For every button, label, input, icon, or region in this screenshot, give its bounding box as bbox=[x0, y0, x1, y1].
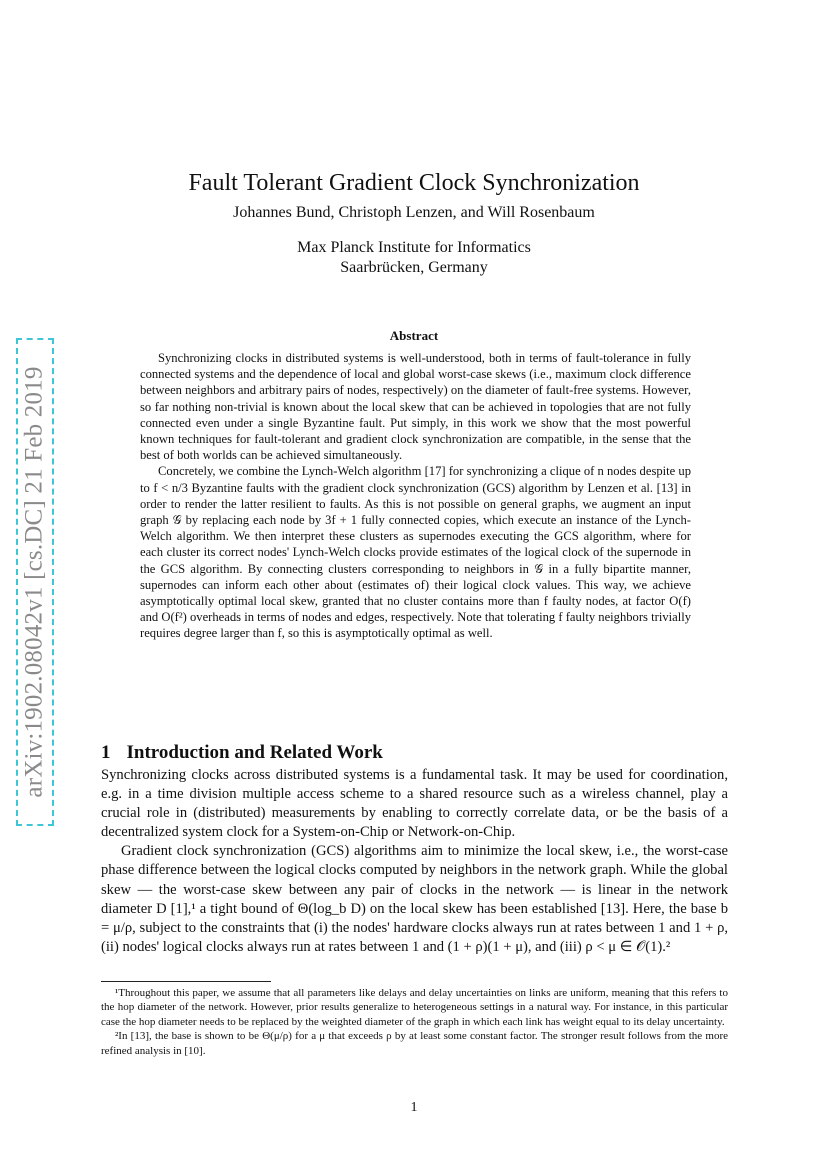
footnote: ²In [13], the base is shown to be Θ(μ/ρ) for a μ that exceeds ρ by at least some constant factor. The stronger result follows from the more refined analysis in [10]. bbox=[101, 1030, 728, 1057]
author-list: Johannes Bund, Christoph Lenzen, and Will Rosenbaum bbox=[233, 204, 595, 221]
abstract-paragraph: Concretely, we combine the Lynch-Welch algorithm [17] for synchronizing a clique of n nodes despite up to f < n/3 Byzantine faults with the gradient clock synchronization (GCS) algorithm by Lenzen et al. [13] in order to render the latter resilient to faults. As this is not possible on general graphs, we augment an input graph 𝒢 by replacing each node by 3f + 1 fully connected copies, which execute an instance of the Lynch-Welch algorithm. We then interpret these clusters as supernodes executing the GCS algorithm, where for each cluster its correct nodes' Lynch-Welch clocks provide estimates of the logical clock of the supernode in the GCS algorithm. By connecting clusters corresponding to neighbors in 𝒢 in a fully bipartite manner, supernodes can inform each other about (estimates of) their logical clock values. This way, we achieve asymptotically optimal local skew, granted that no cluster contains more than f faulty nodes, at factor O(f) and O(f²) overheads in terms of nodes and edges, respectively. Note that tolerating f faulty neighbors trivially requires degree larger than f, so this is asymptotically optimal as well. bbox=[140, 464, 691, 641]
affiliation-institute: Max Planck Institute for Informatics bbox=[297, 239, 531, 256]
section-number: 1 bbox=[101, 741, 111, 763]
body-paragraph: Gradient clock synchronization (GCS) algorithms aim to minimize the local skew, i.e., the worst-case phase difference between the logical clocks computed by neighbors in the network graph. While the global skew — the worst-case skew between any pair of clocks in the network — is linear in the network diameter D [1],¹ a tight bound of Θ(log_b D) on the local skew has been established [13]. Here, the base b = μ/ρ, subject to the constraints that (i) the nodes' hardware clocks always run at rates between 1 and 1 + ρ, (ii) nodes' logical clocks always run at rates between 1 and (1 + ρ)(1 + μ), and (iii) ρ < μ ∈ 𝒪(1).² bbox=[101, 843, 728, 955]
footnote: ¹Throughout this paper, we assume that all parameters like delays and delay uncertainties on links are uniform, meaning that this refers to the hop diameter of the network. However, prior results generalize to heterogeneous settings in a natural way. For instance, in this particular case the hop diameter needs to be replaced by the weighted diameter of the graph in which each link has weight equal to its delay uncertainty. bbox=[101, 987, 728, 1028]
footnotes bbox=[101, 986, 728, 1058]
section-body bbox=[101, 766, 728, 957]
arxiv-identifier: arXiv:1902.08042v1 [cs.DC] 21 Feb 2019 bbox=[21, 366, 49, 798]
abstract-body bbox=[140, 350, 691, 642]
affiliation-location: Saarbrücken, Germany bbox=[340, 259, 488, 276]
body-paragraph: Synchronizing clocks across distributed systems is a fundamental task. It may be used for coordination, e.g. in a time division multiple access scheme to a shared resource such as a wireless channel, play a crucial role in (distributed) measurements by enabling to correctly correlate data, or be the basis of a decentralized system clock for a System-on-Chip or Network-on-Chip. bbox=[101, 767, 728, 841]
affiliation bbox=[0, 238, 828, 278]
page-number: 1 bbox=[410, 1100, 418, 1115]
abstract-heading: Abstract bbox=[389, 328, 439, 343]
paper-title: Fault Tolerant Gradient Clock Synchronization bbox=[188, 170, 640, 197]
footnote-rule bbox=[101, 981, 271, 982]
arxiv-sidebar-stamp bbox=[16, 338, 54, 826]
section-heading bbox=[101, 742, 383, 764]
abstract-paragraph: Synchronizing clocks in distributed systems is well-understood, both in terms of fault-tolerance in fully connected systems and the dependence of local and global worst-case skews (i.e., maximum clock difference between neighbors and arbitrary pairs of nodes, respectively) on the diameter of fault-free systems. However, so far nothing non-trivial is known about the local skew that can be achieved in topologies that are not fully connected even under a single Byzantine fault. Put simply, in this work we show that the most powerful known techniques for fault-tolerant and gradient clock synchronization are compatible, in the sense that the best of both worlds can be achieved simultaneously. bbox=[140, 351, 691, 463]
section-title: Introduction and Related Work bbox=[126, 741, 383, 763]
